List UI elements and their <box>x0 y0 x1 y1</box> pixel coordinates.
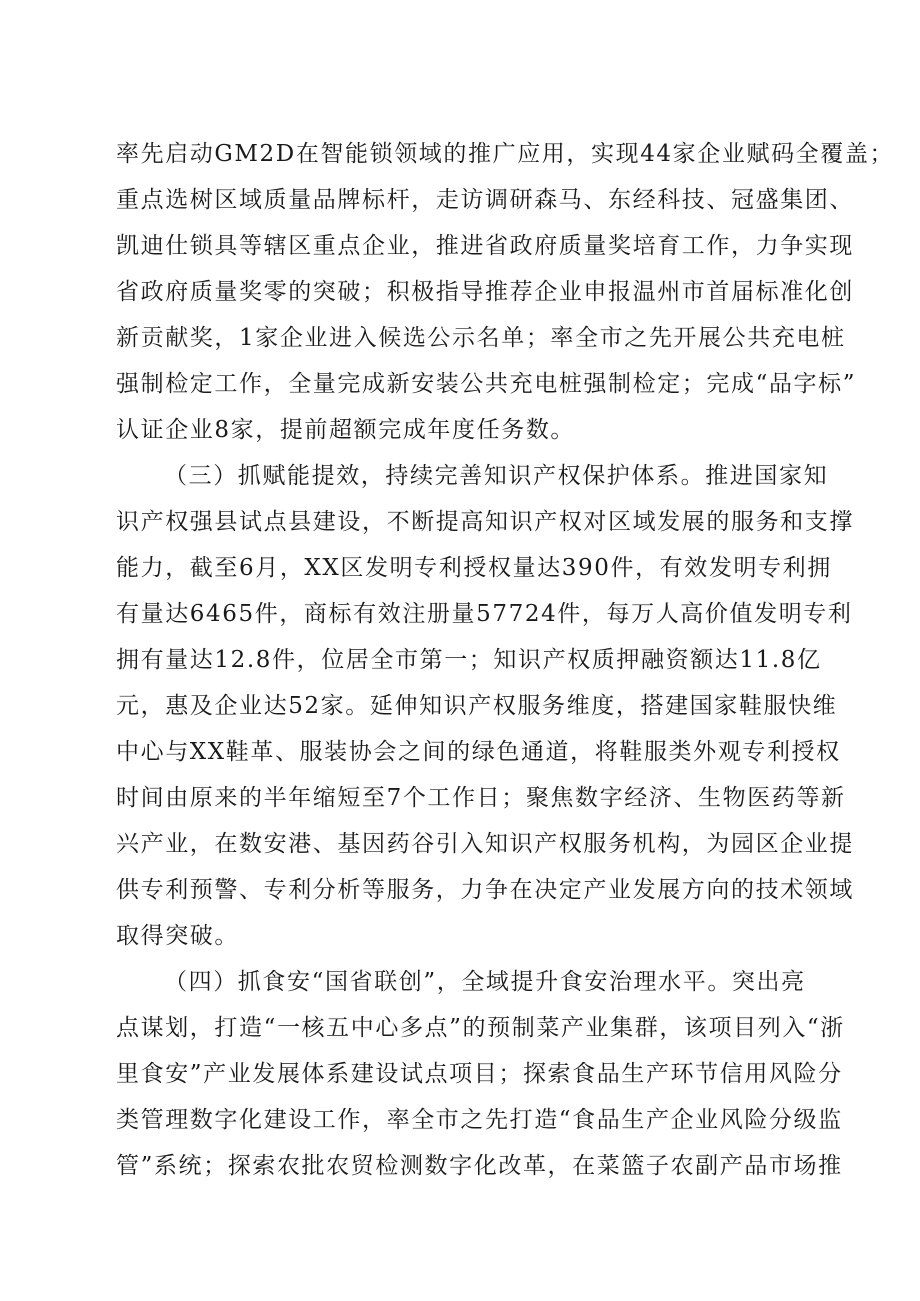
text-line: 中心与XX鞋革、服装协会之间的绿色通道，将鞋服类外观专利授权 <box>116 739 841 765</box>
text-line: 里食安”产业发展体系建设试点项目；探索食品生产环节信用风险分 <box>116 1061 843 1087</box>
text-line: 重点选树区域质量品牌标杆，走访调研森马、东经科技、冠盛集团、 <box>116 187 854 213</box>
text-line: 兴产业，在数安港、基因药谷引入知识产权服务机构，为园区企业提 <box>116 831 854 857</box>
text-line: 元，惠及企业达52家。延伸知识产权服务维度，搭建国家鞋服快维 <box>116 693 838 719</box>
text-line: 管”系统；探索农批农贸检测数字化改革，在菜篮子农副产品市场推 <box>116 1153 843 1179</box>
text-line: 时间由原来的半年缩短至7个工作日；聚焦数字经济、生物医药等新 <box>116 785 846 811</box>
text-line: 省政府质量奖零的突破；积极指导推荐企业申报温州市首届标准化创 <box>116 279 854 305</box>
text-line: 取得突破。 <box>116 923 239 949</box>
text-line: 新贡献奖，1家企业进入候选公示名单；率全市之先开展公共充电桩 <box>116 325 846 351</box>
text-line: 率先启动GM2D在智能锁领域的推广应用，实现44家企业赋码全覆盖； <box>116 141 895 167</box>
text-line: 供专利预警、专利分析等服务，力争在决定产业发展方向的技术领域 <box>116 877 854 903</box>
text-line: 类管理数字化建设工作，率全市之先打造“食品生产企业风险分级监 <box>116 1107 843 1133</box>
text-line: 强制检定工作，全量完成新安装公共充电桩强制检定；完成“品字标” <box>116 371 857 397</box>
text-line: 有量达6465件，商标有效注册量57724件，每万人高价值发明专利 <box>116 601 853 627</box>
text-line: 点谋划，打造“一核五中心多点”的预制菜产业集群，该项目列入“浙 <box>116 1015 845 1041</box>
text-line: 凯迪仕锁具等辖区重点企业，推进省政府质量奖培育工作，力争实现 <box>116 233 854 259</box>
text-line: 认证企业8家，提前超额完成年度任务数。 <box>116 417 576 443</box>
section-heading-line: （三）抓赋能提效，持续完善知识产权保护体系。推进国家知 <box>164 463 829 489</box>
text-line: 识产权强县试点县建设，不断提高知识产权对区域发展的服务和支撑 <box>116 509 854 535</box>
text-line: 拥有量达12.8件，位居全市第一；知识产权质押融资额达11.8亿 <box>116 647 822 673</box>
text-line: 能力，截至6月，XX区发明专利授权量达390件，有效发明专利拥 <box>116 555 832 581</box>
section-heading-line: （四）抓食安“国省联创”，全域提升食安治理水平。突出亮 <box>164 969 806 995</box>
